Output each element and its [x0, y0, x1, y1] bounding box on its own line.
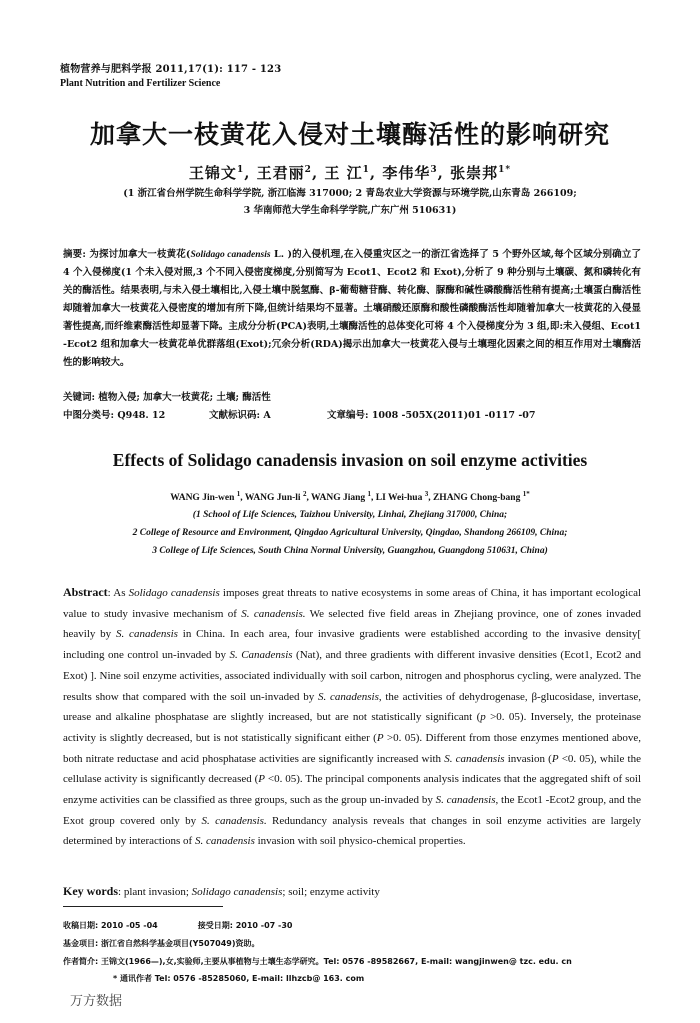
author-cn: 王君丽: [256, 164, 305, 182]
affiliation-line: (1 School of Life Sciences, Taizhou University, Linhai, Zhejiang 317000, China;: [192, 510, 508, 520]
abstract-cn: [63, 246, 641, 372]
species-name: S. canadensis: [194, 835, 255, 848]
clc-number: 中图分类号: Q948. 12: [63, 410, 166, 421]
paper-title-cn: 加拿大一枝黄花入侵对土壤酶活性的影响研究: [89, 120, 610, 149]
journal-citation-cn: 植物营养与肥料学报 2011,17(1): 117 - 123: [60, 64, 282, 75]
author-affil-sup: 1*: [522, 490, 530, 498]
species-name: S. canadensis: [116, 628, 178, 641]
author-affil-sup: 3: [424, 490, 429, 498]
author-en: WANG Jiang: [311, 493, 366, 504]
author-affil-sup: 1: [236, 490, 241, 498]
keywords-label-en: Key words: [63, 884, 118, 898]
species-name: S. Canadensis: [229, 649, 293, 662]
author-en: WANG Jun-li: [244, 493, 301, 504]
abstract-text: 为探讨加拿大一枝黄花(: [85, 249, 191, 260]
species-name: S. canadensis: [444, 752, 505, 765]
abstract-text: Redundancy analysis reveals that changes in soil enzyme activities are largely determined by interactions of: [63, 814, 641, 848]
species-name: Solidago canadensis: [190, 250, 271, 260]
keyword-species: Solidago canadensis: [191, 886, 283, 898]
keyword: ; soil; enzyme activity: [282, 886, 380, 898]
watermark: 万方数据: [70, 994, 123, 1009]
stat-symbol: P: [551, 752, 559, 765]
affiliation-line: 3 华南师范大学生命科学学院,广东广州 510631): [243, 205, 457, 216]
stat-symbol: P: [376, 731, 384, 744]
affiliation-line: (1 浙江省台州学院生命科学学院, 浙江临海 317000; 2 青岛农业大学资源与环境学院,山东青岛 266109;: [123, 188, 577, 199]
classification-row: [63, 407, 641, 421]
abstract-text: invasion with soil physico-chemical properties.: [254, 835, 466, 848]
author-affil-sup: 2: [304, 165, 312, 175]
abstract-text: in China. In each area, four invasive gradients were established according to the invasive density[ including one control un-invaded by: [63, 628, 641, 662]
keywords-cn: 关键词: 植物入侵; 加拿大一枝黄花; 土壤; 酶活性: [63, 392, 271, 403]
author-cn: 李伟华: [382, 164, 431, 182]
abstract-text: <0. 05), while the cellulase activity is significantly decreased (: [63, 752, 641, 786]
stat-symbol: p: [480, 711, 486, 724]
author-affil-sup: 3: [430, 165, 438, 175]
author-cn: 张崇邦: [450, 164, 499, 182]
keyword: plant invasion;: [123, 886, 192, 898]
document-code: 文献标识码: A: [209, 410, 271, 421]
stat-symbol: P: [258, 773, 266, 786]
keywords-colon: :: [118, 886, 124, 898]
abstract-text: invasion (: [504, 752, 552, 765]
journal-name-en: Plant Nutrition and Fertilizer Science: [60, 78, 221, 89]
accepted-date: 接受日期: 2010 -07 -30: [197, 921, 293, 930]
author-en: LI Wei-hua: [375, 493, 423, 504]
abstract-text: >0. 05). Different from those enzymes mentioned above, both nitrate reductase and acid phosphatase activities are significantly increased with: [63, 731, 642, 765]
affiliations-en: [40, 506, 660, 560]
abstract-text: L. )的入侵机理,在入侵重灾区之一的浙江省选择了 5 个野外区域,每个区域分别确立了 4 个入侵梯度(1 个未入侵对照,3 个不同入侵密度梯度,分别简写为 Ecot1、Ecot2 和 Exot),分析了 9 种分别与土壤碳、氮和磷转化有关的酶活性。结果表明,与未入侵土壤相比,入侵土壤中脱氢酶、β-葡萄糖苷酶、转化酶、脲酶和碱性磷酸酶活性稍有提高;土壤蛋白酶活性却随着加拿大一枝黄花入侵密度的增加有所下降,但统计结果均不显著。土壤硝酸还原酶和酸性磷酸酶活性却随着加拿大一枝黄花的入侵显著性提高,而纤维素酶活性却显著下降。主成分分析(PCA)表明,土壤酶活性的总体变化可将 4 个入侵梯度分为 3 组,即:未入侵组、Ecot1 -Ecot2 组和加拿大一枝黄花单优群落组(Exot);冗余分析(RDA)揭示出加拿大一枝黄花入侵与土壤理化因素之间的相互作用对土壤酶活性的影响较大。: [63, 249, 641, 368]
footnote-corresponding: * 通讯作者 Tel: 0576 -85285060, E-mail: llhzcb@ 163. com: [113, 974, 365, 983]
author-affil-sup: 2: [302, 490, 307, 498]
species-name: S. canadensis: [317, 690, 379, 703]
abstract-label-en: Abstract: [63, 585, 108, 599]
footnote-funding: 基金项目: 浙江省自然科学基金项目(Y507049)资助。: [63, 939, 260, 948]
abstract-en: [63, 582, 641, 852]
author-affil-sup: 1: [236, 165, 245, 175]
abstract-text: As: [113, 587, 129, 599]
paper-title-en: Effects of Solidago canadensis invasion on soil enzyme activities: [112, 450, 588, 470]
affiliations-cn: [40, 185, 660, 219]
species-name: S. canadensis.: [201, 814, 267, 827]
footnote-divider: [63, 906, 223, 907]
author-affil-sup: 1: [362, 165, 370, 175]
author-en: WANG Jin-wen: [170, 493, 235, 504]
author-list-cn: 王锦文$^1$, 王君丽$^2$, 王 江$^1$, 李伟华$^3$, 张崇邦$^{1*}$: [188, 164, 512, 182]
author-cn: 王 江: [324, 164, 363, 182]
abstract-text: (Nat), and three gradients with different invasive densities (Ecot1, Ecot2 and Exot) ]. Nine soil enzyme activities, associated individually with soil carbon, nitrogen and phosphorus cycling, were analyzed. The results show that compared with the soil un-invaded by: [63, 649, 641, 703]
affiliation-line: 2 College of Resource and Environment, Qingdao Agricultural University, Qingdao, Shandong 266109, China;: [132, 528, 568, 538]
affiliation-line: 3 College of Life Sciences, South China Normal University, Guangzhou, Guangdong 510631, China): [152, 546, 548, 556]
footnote-author-bio: 作者简介: 王锦文(1966—),女,实验师,主要从事植物与土壤生态学研究。Tel: 0576 -89582667, E-mail: wangjinwen@ tzc. edu. cn: [63, 957, 572, 966]
author-list-en: WANG Jin-wen $^1$, WANG Jun-li $^2$, WANG Jiang $^1$, LI Wei-hua $^3$, ZHANG Chong-bang $^{1*}$: [170, 490, 530, 504]
species-name: S. canadensis: [435, 794, 496, 807]
abstract-text: <0. 05). The principal components analysis indicates that the aggregated shift of soil enzyme activities can be classified as three groups, such as the group un-invaded by: [63, 773, 642, 807]
abstract-text: >0. 05). Inversely, the proteinase activity is slightly decreased, but is not statistically significant either (: [63, 711, 641, 744]
keywords-en: [63, 884, 380, 899]
species-name: Solidago canadensis: [128, 587, 220, 599]
author-affil-sup: 1: [367, 490, 372, 498]
received-date: 收稿日期: 2010 -05 -04: [63, 921, 158, 930]
species-name: S. canadensis.: [241, 607, 306, 620]
author-affil-sup: 1*: [498, 165, 512, 175]
abstract-text: imposes great threats to native ecosystems in some areas of China, it has important ecological value to study invasive mechanism of: [63, 587, 642, 620]
abstract-colon: :: [107, 587, 114, 599]
abstract-text: , the Ecot1 -Ecot2 group, and the Exot group covered only by: [63, 794, 641, 827]
abstract-label-cn: 摘要:: [63, 249, 86, 260]
article-number: 文章编号: 1008 -505X(2011)01 -0117 -07: [327, 410, 536, 421]
footnote-dates: [63, 920, 663, 931]
abstract-text: We selected five field areas in Zhejiang province, one of zones invaded heavily by: [63, 607, 641, 641]
abstract-text: , the activities of dehydrogenase, β-glucosidase, invertase, urease and alkaline phosphatase are slightly increased, but are not statistically significant (: [63, 690, 641, 724]
author-cn: 王锦文: [188, 164, 237, 182]
author-en: ZHANG Chong-bang: [432, 493, 521, 504]
